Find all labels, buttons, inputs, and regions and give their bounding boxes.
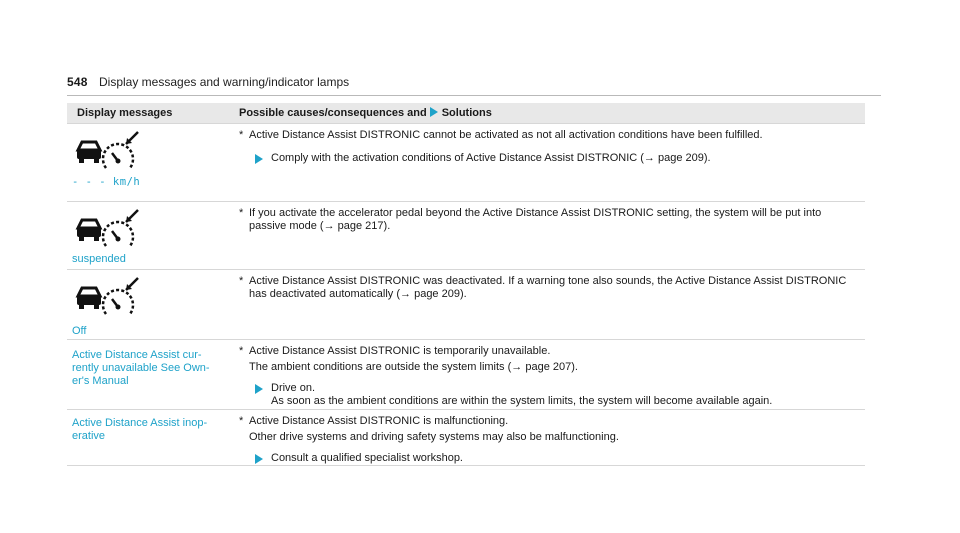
action-text: Drive on.	[271, 381, 316, 394]
cause-detail: Other drive systems and driving safety systems may also be malfunctioning.	[249, 430, 619, 443]
action-arrow-icon	[255, 384, 263, 394]
solutions-cell	[227, 123, 865, 201]
cause	[239, 415, 859, 428]
cause-marker: *	[239, 274, 244, 287]
distronic-speedometer-icon	[72, 206, 144, 256]
display-message-text: - - - km/h	[72, 175, 141, 188]
display-messages-table	[67, 103, 865, 466]
cause-marker: *	[239, 344, 244, 357]
display-cell	[67, 201, 227, 269]
table-row	[67, 123, 865, 201]
display-cell	[67, 339, 227, 409]
cause-text: Active Distance Assist DISTRONIC is temporarily unavailable.	[249, 344, 551, 357]
cause-text: Active Distance Assist DISTRONIC cannot be activated as not all activation conditions have been fulfilled.	[249, 128, 763, 141]
distronic-speedometer-icon	[72, 274, 144, 324]
table-header-row	[67, 103, 865, 123]
action	[239, 152, 859, 165]
action-text: Consult a qualified specialist workshop.	[271, 451, 463, 464]
cause	[239, 345, 859, 358]
table-row	[67, 339, 865, 409]
col-display-header: Display messages	[67, 103, 227, 123]
display-cell	[67, 269, 227, 339]
col-solutions-suffix: Solutions	[441, 106, 492, 119]
cause-text: Active Distance Assist DISTRONIC is malfunctioning.	[249, 414, 509, 427]
display-message-text: Off	[72, 324, 87, 337]
solutions-cell	[227, 269, 865, 339]
cause-text: If you activate the accelerator pedal beyond the Active Distance Assist DISTRONIC setting, the system will be put into passive mode (→ page 217).	[249, 206, 822, 232]
cause-detail: The ambient conditions are outside the system limits (→ page 207).	[249, 360, 578, 373]
action-text: Comply with the activation conditions of Active Distance Assist DISTRONIC (→ page 209).	[271, 151, 711, 164]
display-message-text: suspended	[72, 252, 126, 265]
action	[239, 452, 859, 465]
cause-marker: *	[239, 206, 244, 219]
action-detail: As soon as the ambient conditions are within the system limits, the system will become available again.	[271, 394, 773, 407]
cause	[239, 207, 859, 233]
distronic-speedometer-icon	[72, 128, 144, 178]
action-arrow-icon	[255, 454, 263, 464]
table-row	[67, 201, 865, 269]
action	[239, 382, 859, 408]
solutions-cell	[227, 339, 865, 409]
display-cell	[67, 409, 227, 465]
solutions-cell	[227, 201, 865, 269]
cause	[239, 275, 859, 301]
table-row	[67, 409, 865, 465]
action-arrow-icon	[430, 107, 438, 117]
display-message-text: Active Distance Assist cur-rently unavailable See Own-er's Manual	[72, 348, 210, 387]
page-header	[67, 72, 881, 96]
cause-text: Active Distance Assist DISTRONIC was deactivated. If a warning tone also sounds, the Active Distance Assist DISTRONIC has deactivated automatically (→ page 209).	[249, 274, 847, 300]
display-message-text: Active Distance Assist inop-erative	[72, 416, 208, 442]
page-number: 548	[67, 75, 88, 89]
cause-marker: *	[239, 414, 244, 427]
cause-marker: *	[239, 128, 244, 141]
display-cell	[67, 123, 227, 201]
col-solutions-header	[227, 103, 865, 123]
cause	[239, 129, 859, 142]
page-title: Display messages and warning/indicator lamps	[99, 75, 350, 89]
solutions-cell	[227, 409, 865, 465]
table-row	[67, 269, 865, 339]
action-arrow-icon	[255, 154, 263, 164]
col-solutions-label: Possible causes/consequences and	[239, 106, 427, 119]
